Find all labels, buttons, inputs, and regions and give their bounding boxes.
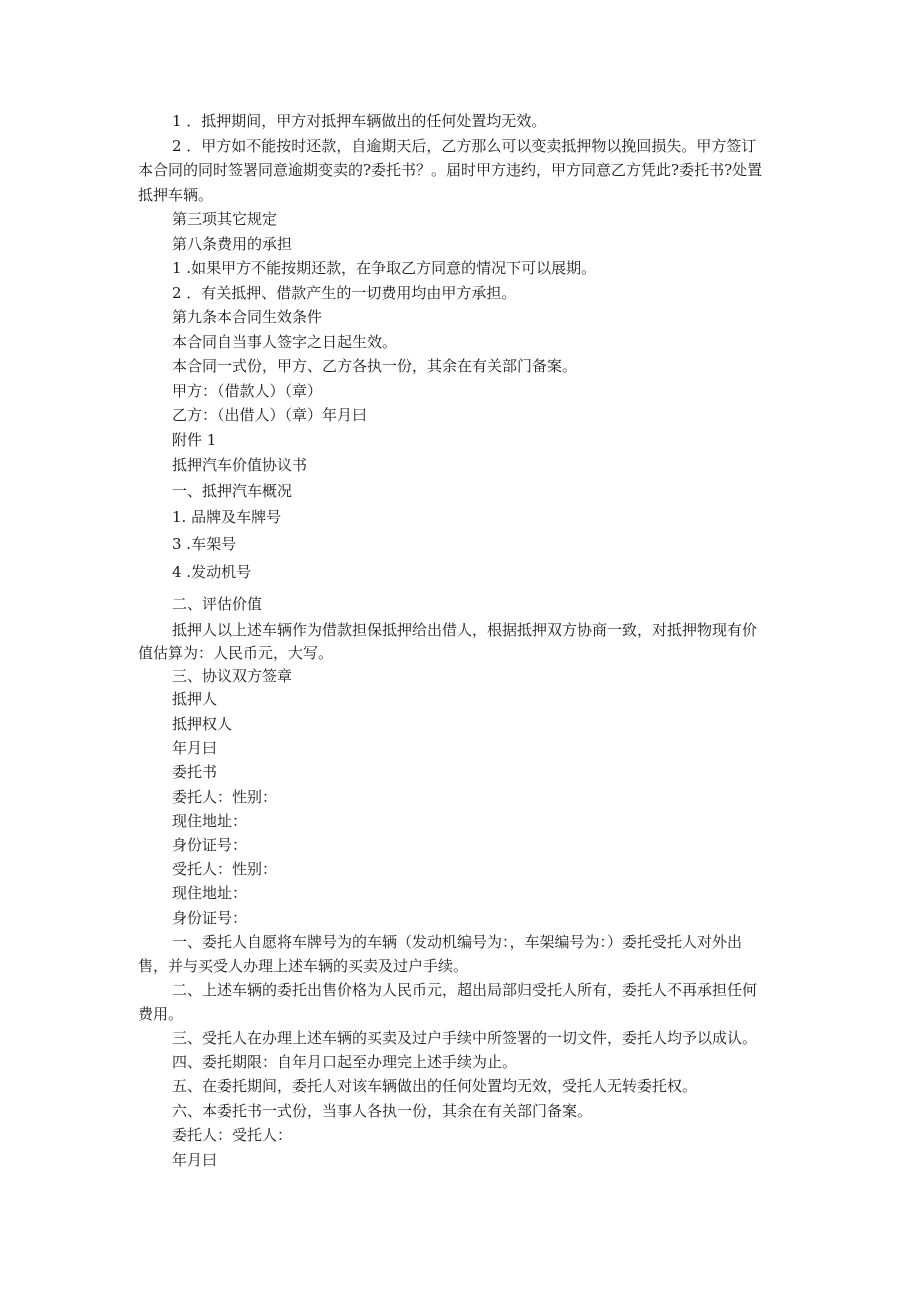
field-line: 现住地址： <box>172 812 248 830</box>
paragraph-line: 本合同的同时签署同意逾期变卖的?委托书？。届时甲方违约，甲方同意乙方凭此?委托书?处置 <box>138 161 763 179</box>
paragraph-line: 售，并与买受人办理上述车辆的买卖及过户手续。 <box>138 957 469 975</box>
date-line: 年月曰 <box>172 739 218 757</box>
list-item: 3 .车架号 <box>172 535 237 553</box>
field-line: 受托人：性别： <box>172 860 278 878</box>
signature-line: 甲方：（借款人）（章） <box>172 382 323 400</box>
signature-line: 抵押权人 <box>172 715 233 733</box>
attachment-label: 附件 1 <box>172 431 217 449</box>
document-title: 委托书 <box>172 763 218 781</box>
attachment-title: 抵押汽车价值协议书 <box>172 456 308 474</box>
section-heading: 三、协议双方签章 <box>172 667 293 685</box>
signature-line: 委托人：受托人： <box>172 1126 293 1144</box>
paragraph-line: 五、在委托期间，委托人对该车辆做出的任何处置均无效，受托人无转委托权。 <box>172 1077 698 1095</box>
date-line: 年月曰 <box>172 1151 218 1169</box>
field-line: 身份证号： <box>172 836 248 854</box>
section-heading: 一、抵押汽车概况 <box>172 482 293 500</box>
paragraph-line: 二、上述车辆的委托出售价格为人民币元，超出局部归受托人所有，委托人不再承担任何 <box>172 981 758 999</box>
paragraph-line: 值估算为：人民币元，大写。 <box>138 644 334 662</box>
paragraph-line: 2 ．甲方如不能按时还款，自逾期天后，乙方那么可以变卖抵押物以挽回损失。甲方签订 <box>172 137 757 155</box>
paragraph-line: 1 .如果甲方不能按期还款，在争取乙方同意的情况下可以展期。 <box>172 259 597 277</box>
paragraph-line: 本合同自当事人签字之日起生效。 <box>172 333 398 351</box>
signature-line: 抵押人 <box>172 690 218 708</box>
paragraph-line: 1 ．抵押期间，甲方对抵押车辆做出的任何处置均无效。 <box>172 112 547 130</box>
paragraph-line: 四、委托期限：自年月口起至办理完上述手续为止。 <box>172 1053 518 1071</box>
paragraph-line: 一、委托人自愿将车牌号为的车辆（发动机编号为：，车架编号为：）委托受托人对外出 <box>172 933 743 951</box>
paragraph-line: 抵押车辆。 <box>138 186 214 204</box>
paragraph-line: 费用。 <box>138 1005 184 1023</box>
field-line: 委托人：性别： <box>172 788 278 806</box>
paragraph-line: 2 ．有关抵押、借款产生的一切费用均由甲方承担。 <box>172 284 517 302</box>
field-line: 现住地址： <box>172 884 248 902</box>
section-heading: 二、评估价值 <box>172 595 263 613</box>
signature-line: 乙方：（出借人）（章）年月曰 <box>172 406 368 424</box>
section-heading: 第三项其它规定 <box>172 210 278 228</box>
paragraph-line: 本合同一式份，甲方、乙方各执一份，其余在有关部门备案。 <box>172 357 578 375</box>
paragraph-line: 六、本委托书一式份，当事人各执一份，其余在有关部门备案。 <box>172 1102 593 1120</box>
article-heading: 第九条本合同生效条件 <box>172 308 323 326</box>
article-heading: 第八条费用的承担 <box>172 235 293 253</box>
list-item: 4 .发动机号 <box>172 563 252 581</box>
paragraph-line: 抵押人以上述车辆作为借款担保抵押给出借人，根据抵押双方协商一致，对抵押物现有价 <box>172 621 758 639</box>
paragraph-line: 三、受托人在办理上述车辆的买卖及过户手续中所签署的一切文件，委托人均予以成认。 <box>172 1029 758 1047</box>
list-item: 1. 品牌及车牌号 <box>172 508 282 526</box>
field-line: 身份证号： <box>172 909 248 927</box>
